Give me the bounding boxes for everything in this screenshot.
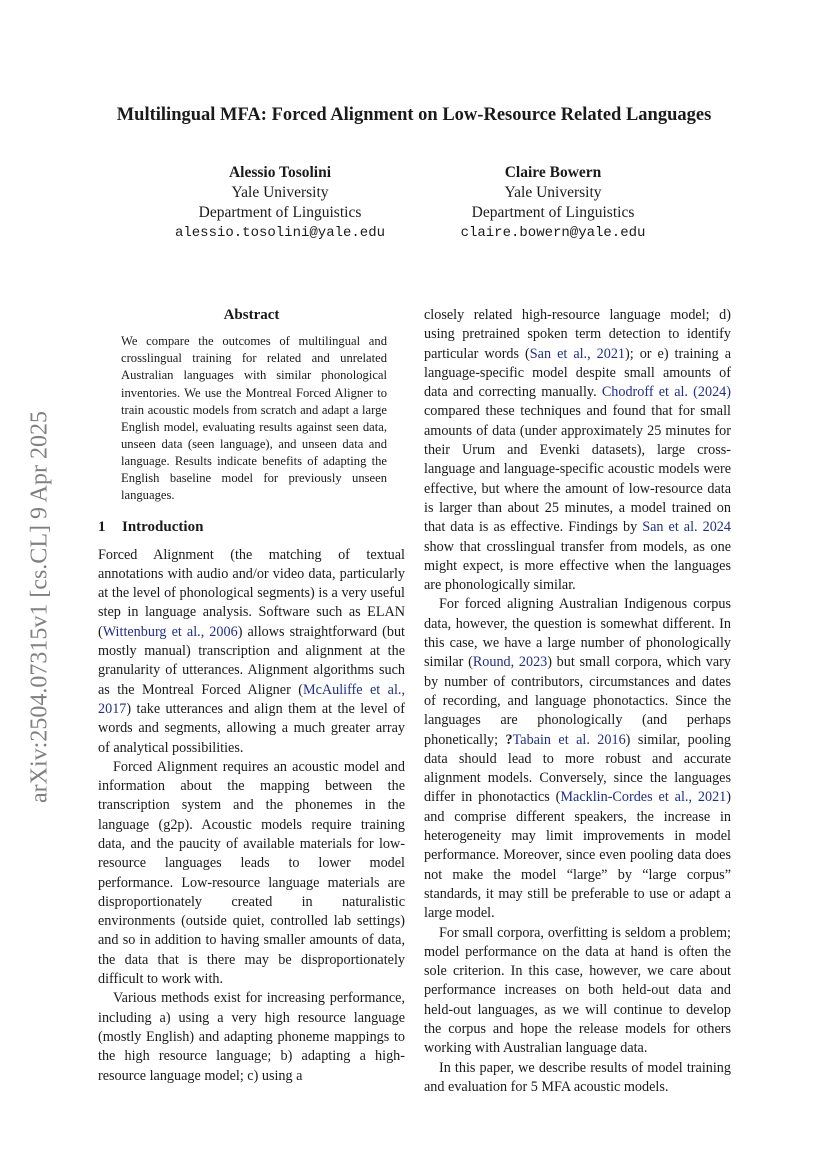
- section-number: 1: [98, 519, 106, 536]
- intro-paragraph-5: For small corpora, overfitting is seldom a problem; model performance on the data at hand is often the sole criterion. In this case, however, we care about performance increases on both held-out data and held-out languages, as we will continue to develop the corpus and hope the release models for others working with Australian language data.: [424, 924, 731, 1057]
- citation-link[interactable]: McAuliffe et al., 2017: [98, 681, 405, 717]
- author-block-1: [150, 163, 410, 243]
- citation-link[interactable]: Wittenburg et al., 2006: [102, 623, 238, 640]
- abstract-text: We compare the outcomes of multilingual and crosslingual training for related and unrelated Australian languages with similar phonological inventories. We use the Montreal Forced Aligner to train acoustic models from scratch and adapt a large English model, evaluating results against seen data, unseen data (seen language), and unseen data and language. Results indicate benefits of adapting the English baseline model for previously unseen languages.: [121, 334, 387, 503]
- section-heading-introduction: [98, 518, 405, 537]
- author-email[interactable]: alessio.tosolini@yale.edu: [174, 225, 386, 241]
- intro-paragraph-4: [424, 595, 731, 923]
- citation-link[interactable]: Macklin-Cordes et al., 2021: [560, 789, 727, 806]
- intro-paragraph-3-continued: [424, 306, 731, 595]
- abstract-heading: Abstract: [223, 307, 280, 323]
- paragraph-text: Forced Alignment (the matching of textual annotations with audio and/or video data, particularly at the level of phonological segments) is a very useful step in language analysis. Software such as ELAN (: [98, 546, 405, 640]
- paragraph-text: compared these techniques and found that for small amounts of data (under approximately 25 minutes for their Urum and Evenki datasets), large cross-language and language-specific acoustic models were effective, but where the amount of low-resource data is larger than about 25 minutes, a model trained on that data is as effective. Findings by: [424, 403, 731, 536]
- paragraph-text: ); or e) training a language-specific model despite small amounts of data and correcting manually.: [424, 345, 731, 401]
- citation-link[interactable]: Chodroff et al. (2024): [601, 384, 731, 401]
- paragraph-text: For forced aligning Australian Indigenous corpus data, however, the question is somewhat different. In this case, we have a large number of phonologically similar (: [424, 596, 731, 671]
- citation-link[interactable]: Tabain et al. 2016: [512, 731, 626, 748]
- intro-paragraph-2: Forced Alignment requires an acoustic model and information about the mapping between the transcription system and the phonemes in the language (g2p). Acoustic models require training data, and the paucity of available materials for low-resource languages leads to lower model performance. Low-resource language materials are disproportionately created in naturalistic environments (outside quiet, controlled lab settings) and so in addition to having smaller amounts of data, the data that is there may be disproportionately difficult to work with.: [98, 758, 405, 988]
- paper-title: Multilingual MFA: Forced Alignment on Low-Resource Related Languages: [116, 105, 712, 125]
- paragraph-text: ) but small corpora, which vary by number of contributors, circumstances and dates of recording, and language phonotactics. Since the languages are phonologically (and perhaps phonetically;: [424, 654, 732, 748]
- paragraph-text: ) take utterances and align them at the level of words and segments, allowing a much greater array of analytical possibilities.: [98, 700, 405, 756]
- missing-citation-mark: ?: [505, 731, 513, 748]
- paragraph-text: ) similar, pooling data should lead to more robust and accurate alignment models. Conversely, since the languages differ in phonotactics (: [424, 731, 731, 806]
- right-column: [424, 306, 731, 1097]
- author-affiliation: Yale University: [231, 184, 329, 201]
- paragraph-text: show that crosslingual transfer from models, as one might expect, is more effective when the languages are phonologically similar.: [424, 538, 731, 594]
- author-name: Claire Bowern: [504, 164, 602, 181]
- left-column: [98, 300, 405, 1086]
- paragraph-text: ) allows straightforward (but mostly manual) transcription and alignment at the granularity of utterances. Alignment algorithms such as the Montreal Forced Aligner (: [98, 623, 405, 698]
- intro-paragraph-3: Various methods exist for increasing performance, including a) using a very high resource language (mostly English) and adapting phoneme mappings to the high resource language; b) adapting a high-resource language model; c) using a: [98, 990, 405, 1084]
- author-block-2: [423, 163, 683, 243]
- citation-link[interactable]: San et al., 2021: [529, 345, 626, 362]
- arxiv-identifier: arXiv:2504.07315v1 [cs.CL] 9 Apr 2025: [26, 411, 53, 803]
- author-name: Alessio Tosolini: [228, 164, 332, 181]
- author-department: Department of Linguistics: [471, 204, 635, 221]
- intro-paragraph-1: [98, 546, 405, 758]
- section-title: Introduction: [122, 519, 204, 536]
- author-department: Department of Linguistics: [198, 204, 362, 221]
- arxiv-side-stamp: [20, 372, 60, 842]
- citation-link[interactable]: Round, 2023: [472, 654, 548, 671]
- author-affiliation: Yale University: [504, 184, 602, 201]
- paragraph-text: closely related high-resource language model; d) using pretrained spoken term detection to identify particular words (: [424, 307, 731, 362]
- author-email[interactable]: claire.bowern@yale.edu: [460, 225, 646, 241]
- paragraph-text: ) and comprise different speakers, the increase in heterogeneity may limit improvements in model performance. Moreover, since even pooling data does not make the model “large” by “large corpus” standards, it may still be preferable to use or adapt a large model.: [424, 789, 731, 922]
- intro-paragraph-6: In this paper, we describe results of model training and evaluation for 5 MFA acoustic models.: [424, 1059, 731, 1095]
- citation-link[interactable]: San et al. 2024: [642, 519, 731, 536]
